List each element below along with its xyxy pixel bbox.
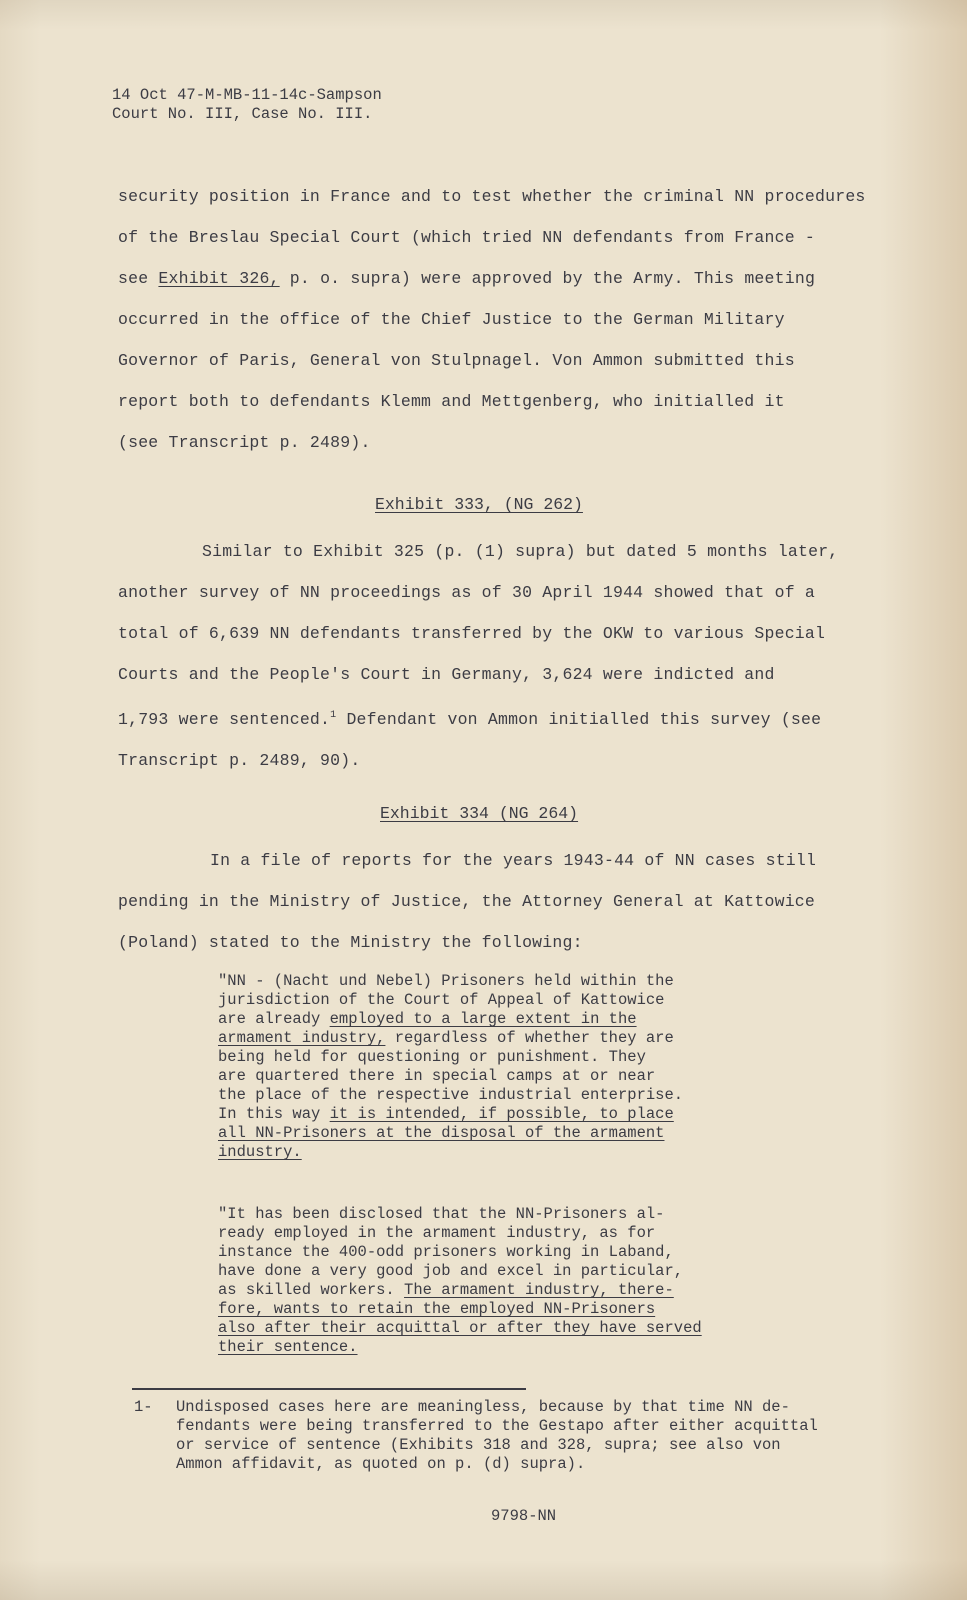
quote-line: jurisdiction of the Court of Appeal of Kattowice (218, 991, 665, 1009)
footnote-line (134, 1398, 818, 1417)
text-line: In a file of reports for the years 1943-44 of NN cases still (210, 851, 817, 870)
header-line-court-case: Court No. III, Case No. III. (112, 105, 373, 123)
quote-line (218, 1029, 778, 1048)
footnote (134, 1398, 818, 1474)
exhibit-333-heading: Exhibit 333, (NG 262) (375, 495, 583, 514)
footnote-line: fendants were being transferred to the Gestapo after either acquittal (176, 1417, 818, 1435)
text-line: Courts and the People's Court in Germany, 3,624 were indicted and (118, 665, 775, 684)
text-line: Governor of Paris, General von Stulpnagel. Von Ammon submitted this (118, 351, 795, 370)
quote-line (218, 1281, 778, 1300)
exhibit-334-heading: Exhibit 334 (NG 264) (380, 804, 579, 823)
block-quote-2 (218, 1205, 778, 1357)
text-line: Similar to Exhibit 325 (p. (1) supra) but dated 5 months later, (202, 542, 839, 561)
text-line: pending in the Ministry of Justice, the Attorney General at Kattowice (118, 892, 816, 911)
underlined-text: all NN-Prisoners at the disposal of the armament (218, 1124, 665, 1142)
text-span: Defendant von Ammon initialled this survey (see (336, 710, 822, 729)
quote-line (218, 1010, 778, 1029)
text-span: In this way (218, 1105, 330, 1123)
quote-line (218, 1124, 778, 1143)
exhibit-333-paragraph (118, 531, 858, 781)
quote-line (218, 1300, 778, 1319)
document-header (112, 86, 382, 124)
text-line: total of 6,639 NN defendants transferred by the OKW to various Special (118, 624, 826, 643)
quote-line: being held for questioning or punishment. They (218, 1048, 646, 1066)
text-span: see (118, 269, 159, 288)
text-line: (Poland) stated to the Ministry the following: (118, 933, 583, 952)
quote-line: the place of the respective industrial enterprise. (218, 1086, 684, 1104)
underlined-text: their sentence. (218, 1338, 358, 1356)
text-line: another survey of NN proceedings as of 30 April 1944 showed that of a (118, 583, 816, 602)
text-span: are already (218, 1010, 330, 1028)
text-span: as skilled workers. (218, 1281, 405, 1299)
underlined-text: The armament industry, there- (404, 1281, 674, 1299)
text-line: of the Breslau Special Court (which tried NN defendants from France - (118, 228, 816, 247)
underlined-text: fore, wants to retain the employed NN-Prisoners (218, 1300, 656, 1318)
underlined-text: armament industry, (218, 1029, 386, 1047)
text-line: Transcript p. 2489, 90). (118, 751, 361, 770)
footnote-line: Ammon affidavit, as quoted on p. (d) supra). (176, 1455, 586, 1473)
footnote-marker: 1 (330, 710, 337, 721)
underlined-text: also after their acquittal or after they have served (218, 1319, 702, 1337)
exhibit-334-paragraph (118, 840, 858, 963)
block-quote-1 (218, 972, 778, 1162)
text-line: report both to defendants Klemm and Mettgenberg, who initialled it (118, 392, 785, 411)
text-line: occurred in the office of the Chief Justice to the German Military (118, 310, 785, 329)
quote-line: "It has been disclosed that the NN-Prisoners al- (218, 1205, 665, 1223)
text-span: 1,793 were sentenced. (118, 710, 331, 729)
underlined-text: industry. (218, 1143, 302, 1161)
text-span: regardless of whether they are (385, 1029, 674, 1047)
quote-line (218, 1338, 778, 1357)
quote-line (218, 1105, 778, 1124)
intro-paragraph (118, 176, 866, 463)
header-line-date-ref: 14 Oct 47-M-MB-11-14c-Sampson (112, 86, 382, 104)
quote-line (218, 1143, 778, 1162)
quote-line: have done a very good job and excel in particular, (218, 1262, 684, 1280)
underlined-text: employed to a large extent in the (329, 1010, 637, 1028)
quote-line: are quartered there in special camps at or near (218, 1067, 656, 1085)
quote-line: "NN - (Nacht und Nebel) Prisoners held within the (218, 972, 674, 990)
exhibit-reference: Exhibit 326, (158, 269, 280, 288)
quote-line (218, 1319, 778, 1338)
footnote-number: 1- (134, 1398, 153, 1416)
text-line (118, 258, 858, 299)
text-line (118, 695, 858, 740)
quote-line: instance the 400-odd prisoners working in Laband, (218, 1243, 674, 1261)
text-span: p. o. supra) were approved by the Army. This meeting (279, 269, 816, 288)
text-span: Undisposed cases here are meaningless, because by that time NN de- (176, 1398, 790, 1416)
quote-line: ready employed in the armament industry, as for (218, 1224, 656, 1242)
page-number: 9798-NN (491, 1507, 557, 1525)
text-line: (see Transcript p. 2489). (118, 433, 371, 452)
text-line: security position in France and to test whether the criminal NN procedures (118, 187, 866, 206)
underlined-text: it is intended, if possible, to place (329, 1105, 674, 1123)
footnote-line: or service of sentence (Exhibits 318 and 328, supra; see also von (176, 1436, 781, 1454)
footnote-separator (132, 1388, 526, 1390)
